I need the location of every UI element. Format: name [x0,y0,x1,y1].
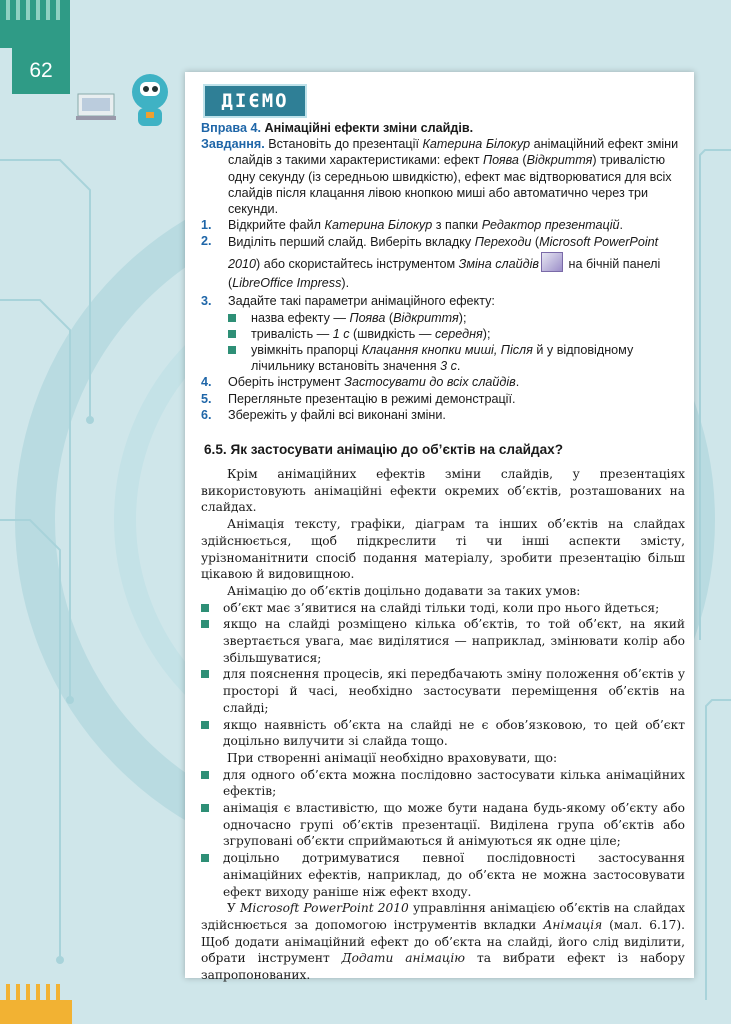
step-item: 3. Задайте такі параметри анімаційного ефекту: [201,294,495,309]
section-badge: ДІЄМО [203,84,307,118]
page-number: 62 [12,48,70,94]
bullet-square-icon [201,620,209,628]
bullet-square-icon [228,346,236,354]
chip-decoration [0,0,80,50]
bullet-square-icon [201,670,209,678]
list-item: для пояснення процесів, які передбачають зміну положення об’єктів у просторі й часі, необхідно застосувати переміщення об’єктів на слайді; [201,666,685,716]
slide-transition-icon [541,252,563,272]
step-item: 5. Перегляньте презентацію в режимі демонстрації. [201,391,516,406]
exercise-task: Завдання. Встановіть до презентації Катерина Білокур анімаційний ефект зміни слайдів з такими характеристиками: ефект Поява (Відкриття) тривалістю одну секунду (із середньою швидкістю), ефект має відтворюватися для всіх слайдів після клацання лівою кнопкою миші або автоматично через три секунди. [201,137,679,217]
step-item: 1. Відкрийте файл Катерина Білокур з папки Редактор презентацій. [201,218,624,233]
step-item: 4. Оберіть інструмент Застосувати до всіх слайдів. [201,375,520,390]
list-item: об’єкт має з’явитися на слайді тільки тоді, коли про нього йдеться; [201,600,685,617]
sub-bullet: назва ефекту — Поява (Відкриття); [201,310,681,326]
exercise-block [201,120,681,423]
list-item: анімація є властивістю, що може бути надана будь-якому об’єкту або одночасно групі об’єктів презентації. Виділена група об’єктів або згруповані об’єкти сприймаються й анімуються як одне ціле; [201,800,685,850]
bullet-square-icon [201,804,209,812]
list-item: якщо наявність об’єкта на слайді не є обов’язковою, то цей об’єкт доцільно вилучити зі слайда тощо. [201,717,685,750]
exercise-title: Вправа 4. Анімаційні ефекти зміни слайдів. [201,121,474,135]
paragraph: При створенні анімації необхідно враховувати, що: [227,750,558,765]
bullet-square-icon [228,330,236,338]
paragraph: Анімація тексту, графіки, діаграм та інших об’єктів на слайдах здійснюється, щоб підкреслити ті чи інші аспекти змісту, урізноманітнити спосіб подання матеріалу, зробити презентацію більш цікавою й видовищною. [201,517,685,582]
list-item: якщо на слайді розміщено кілька об’єктів, то той об’єкт, на який звертається увага, має виділятися — наприклад, змінювати колір або збільшуватися; [201,616,685,666]
bullet-square-icon [201,604,209,612]
paragraph: Анімацію до об’єктів доцільно додавати за таких умов: [227,583,581,598]
robot-mascot-icon [74,68,184,132]
bullet-square-icon [201,854,209,862]
step-item: 2. Виділіть перший слайд. Виберіть вкладку Переходи (Microsoft PowerPoint 2010) або скористайтесь інструментом Зміна слайдів на бічній панелі (LibreOffice Impress). [201,234,661,291]
bullet-square-icon [228,314,236,322]
paragraph: У Microsoft PowerPoint 2010 управління анімацією об’єктів на слайдах здійснюється за допомогою інструментів вкладки Анімація (мал. 6.17). Щоб додати анімаційний ефект до об’єкта на слайді, його слід виділити, обрати інструмент Додати анімацію та вибрати ефект із набору запропонованих. [201,901,686,983]
sub-bullet: тривалість — 1 с (швидкість — середня); [201,326,681,342]
list-item: доцільно дотримуватися певної послідовності застосування анімаційних ефектів, наприклад, до об’єкта не можна застосовувати ефект виходу раніше ніж ефект входу. [201,850,685,900]
bullet-square-icon [201,771,209,779]
list-item: для одного об’єкта можна послідовно застосувати кілька анімаційних ефектів; [201,767,685,800]
paragraph: Крім анімаційних ефектів зміни слайдів, у презентаціях використовують анімаційні ефекти окремих об’єктів, розташованих на слайдах. [201,467,685,515]
bullet-square-icon [201,721,209,729]
section-title: 6.5. Як застосувати анімацію до об’єктів на слайдах? [204,442,564,457]
step-item: 6. Збережіть у файлі всі виконані зміни. [201,407,446,422]
chip-decoration-bottom [0,984,72,1024]
section-body [201,466,685,984]
sub-bullet: увімкніть прапорці Клацання кнопки миші, Після й у відповідному лічильнику встановіть значення 3 с. [201,342,681,374]
